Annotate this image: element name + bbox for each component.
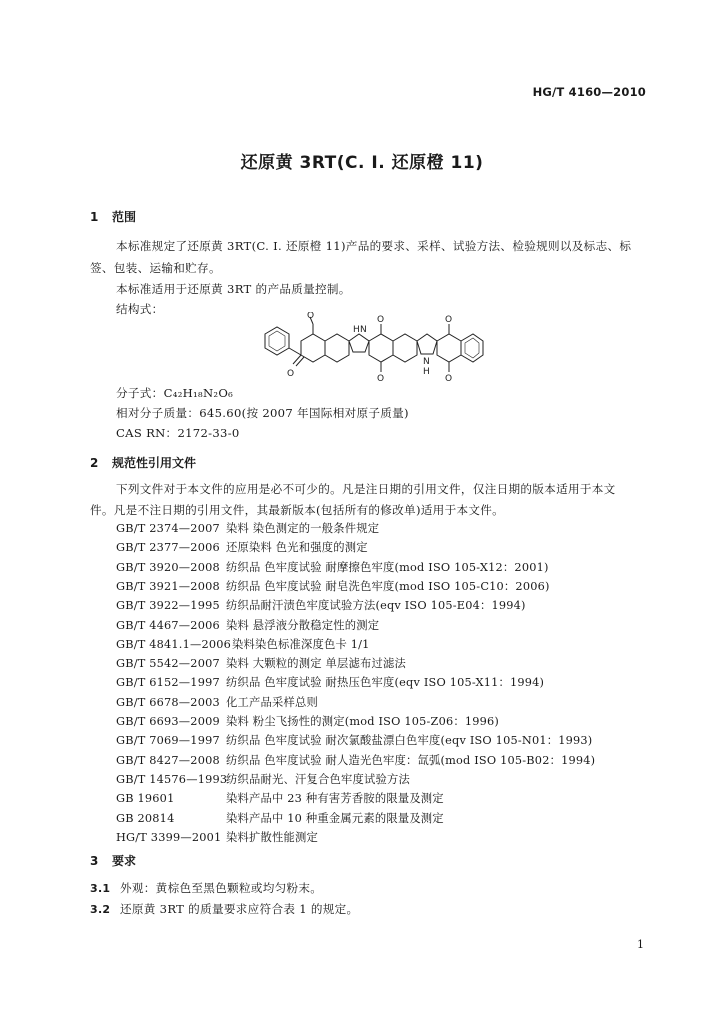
reference-code: GB/T 3920—2008 [116,560,220,574]
reference-item [116,829,318,845]
reference-title: 化工产品采样总则 [226,695,318,709]
reference-item [116,559,549,575]
reference-item [116,578,550,594]
reference-title: 染料染色标准深度色卡 1/1 [232,637,370,651]
requirement-text: 还原黄 3RT 的质量要求应符合表 1 的规定。 [120,902,359,916]
structure-label: 结构式： [116,302,164,316]
reference-code: HG/T 3399—2001 [116,830,222,844]
reference-item [116,771,410,787]
reference-title: 纺织品 色牢度试验 耐人造光色牢度：氙弧(mod ISO 105-B02：1994) [226,753,596,767]
reference-title: 染料 悬浮液分散稳定性的测定 [226,618,380,632]
section-number: 2 [90,456,99,470]
cas-number: CAS RN：2172-33-0 [116,426,240,440]
page-title: 还原黄 3RT(C. I. 还原橙 11) [240,153,484,173]
requirement-number: 3.2 [90,903,111,916]
reference-code: GB/T 6693—2009 [116,715,220,728]
section-title: 规范性引用文件 [112,456,197,470]
molecular-weight: 相对分子质量：645.60(按 2007 年国际相对原子质量) [116,406,409,420]
section-number: 1 [90,210,99,224]
ring-g [461,334,483,362]
reference-item [116,617,379,633]
reference-title: 染料 大颗粒的测定 单层滤布过滤法 [226,657,407,671]
reference-item [116,694,318,710]
reference-code: GB 20814 [116,811,175,825]
requirement-item [90,901,358,917]
atom-label: O [377,374,385,382]
molecular-formula: 分子式：C₄₂H₁₈N₂O₆ [116,386,234,400]
reference-code: GB/T 3921—2008 [116,579,220,593]
reference-title: 纺织品 色牢度试验 耐次氯酸盐漂白色牢度(eqv ISO 105-N01：1993) [226,734,593,748]
chemical-structure-diagram [255,312,485,382]
reference-title: 染料 染色测定的一般条件规定 [226,522,380,535]
section-title: 要求 [112,854,137,868]
reference-item [116,520,379,536]
document-code: HG/T 4160—2010 [532,85,646,99]
section-2-heading [90,454,196,471]
reference-title: 染料扩散性能测定 [226,830,318,844]
references-intro-line-1: 下列文件对于本文件的应用是必不可少的。凡是注日期的引用文件，仅注日期的版本适用于本文 [116,482,616,496]
requirement-text: 外观：黄棕色至黑色颗粒或均匀粉末。 [120,881,323,895]
atom-label: N [360,325,367,335]
reference-title: 纺织品 色牢度试验 耐摩擦色牢度(mod ISO 105-X12：2001) [226,560,549,574]
ring-c [325,334,349,362]
reference-item [116,636,370,652]
section-number: 3 [90,854,99,868]
reference-title: 还原染料 色光和强度的测定 [226,541,368,555]
reference-item [116,810,444,826]
atom-label: O [445,315,453,325]
scope-paragraph-2: 本标准适用于还原黄 3RT 的产品质量控制。 [116,282,351,296]
atom-label: O [445,374,453,382]
reference-code: GB/T 2374—2007 [116,522,220,535]
scope-paragraph-line-1: 本标准规定了还原黄 3RT(C. I. 还原橙 11)产品的要求、采样、试验方法、检验规则以及标志、标 [116,239,632,253]
ring-f [437,334,461,362]
reference-code: GB/T 7069—1997 [116,734,220,748]
reference-title: 纺织品 色牢度试验 耐热压色牢度(eqv ISO 105-X11：1994) [226,676,545,690]
reference-item [116,732,592,748]
ring-d [369,334,393,362]
scope-paragraph-line-2: 签、包装、运输和贮存。 [90,261,221,275]
reference-item [116,790,444,806]
reference-code: GB/T 8427—2008 [116,753,220,767]
reference-code: GB/T 6152—1997 [116,676,220,690]
atom-label: H [353,325,360,335]
atom-label: N [423,357,430,367]
atom-label: O [377,315,385,325]
requirement-number: 3.1 [90,882,111,895]
atom-label: O [287,369,295,379]
reference-title: 染料 粉尘飞扬性的测定(mod ISO 105-Z06：1996) [226,715,500,728]
reference-item [116,674,544,690]
reference-code: GB/T 4467—2006 [116,618,220,632]
section-3-heading [90,852,136,869]
reference-title: 纺织品耐汗渍色牢度试验方法(eqv ISO 105-E04：1994) [226,599,526,613]
pyrrole-ring-2 [417,334,437,354]
section-title: 范围 [112,210,137,224]
reference-title: 染料产品中 10 种重金属元素的限量及测定 [226,811,444,825]
reference-item [116,655,406,671]
reference-item [116,597,526,613]
requirement-item [90,880,322,896]
ring-e [393,334,417,362]
references-intro-line-2: 件。凡是不注日期的引用文件，其最新版本(包括所有的修改单)适用于本文件。 [90,503,505,517]
reference-item [116,539,368,555]
reference-title: 纺织品耐光、汗复合色牢度试验方法 [226,772,410,786]
atom-label: H [423,367,430,377]
reference-code: GB/T 5542—2007 [116,657,220,671]
reference-title: 纺织品 色牢度试验 耐皂洗色牢度(mod ISO 105-C10：2006) [226,579,550,593]
ring-b [301,334,325,362]
reference-code: GB/T 4841.1—2006 [116,637,232,651]
reference-code: GB/T 3922—1995 [116,599,220,613]
atom-label: O [307,312,315,321]
reference-item [116,752,595,768]
pyrrole-ring-1 [349,334,369,352]
reference-code: GB/T 14576—1993 [116,772,228,786]
page-number: 1 [637,938,644,951]
section-1-heading [90,208,136,225]
reference-code: GB/T 6678—2003 [116,695,220,709]
reference-title: 染料产品中 23 种有害芳香胺的限量及测定 [226,792,444,806]
reference-item [116,713,499,729]
reference-code: GB/T 2377—2006 [116,541,220,555]
reference-code: GB 19601 [116,792,175,806]
